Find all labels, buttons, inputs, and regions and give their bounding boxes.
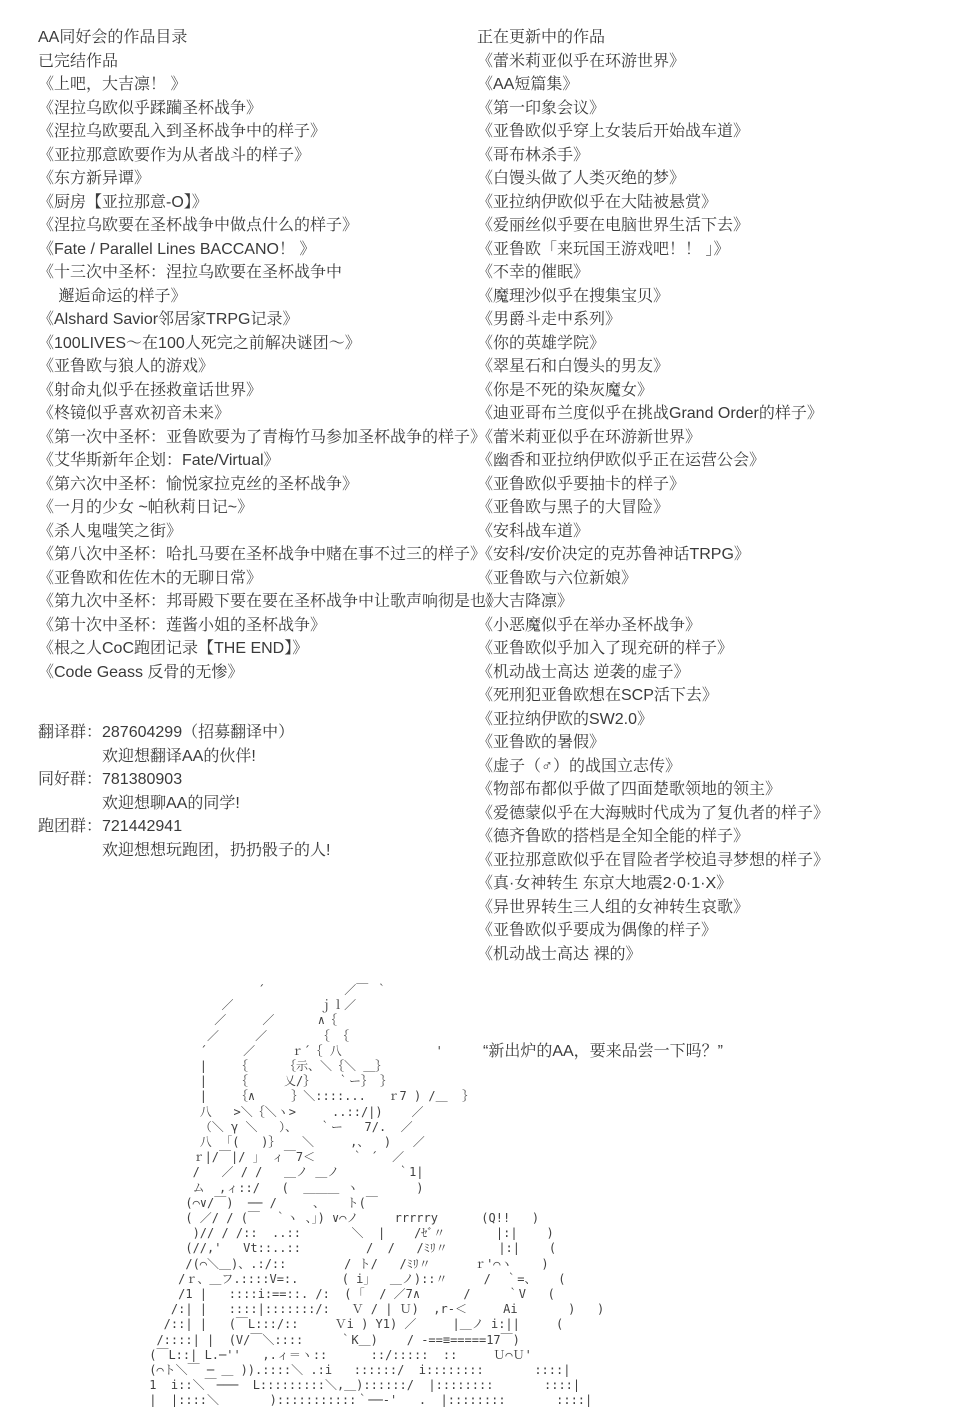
work-title: 《亚鲁欧与狼人的游戏》: [38, 358, 215, 375]
ascii-art-line: )// / /:: ..:: ＼ | /ｾﾞ〃 |:| ): [142, 1226, 554, 1241]
work-title: 《死刑犯亚鲁欧想在SCP活下去》: [477, 687, 718, 704]
work-title: 《亚拉那意欧似乎在冒险者学校追寻梦想的样子》: [477, 851, 830, 869]
group-info-line: 欢迎想聊AA的同学!: [38, 794, 240, 812]
work-title: 《涅拉乌欧似乎蹂躏圣杯战争》: [38, 99, 263, 117]
completed-works-list: [38, 73, 502, 684]
work-title: 《翠星石和白馒头的男友》: [477, 358, 670, 375]
work-title: 《不幸的催眠》: [477, 264, 590, 281]
ascii-art-line: 八 >＼｛＼ヽ> ..::/|) ／: [142, 1104, 424, 1119]
group-info-line: 欢迎想想玩跑团，扔扔骰子的人!: [38, 841, 331, 859]
ascii-art-line: （＼ γ ＼ ）、 ｀ー 7/. ／: [142, 1119, 413, 1134]
ascii-art-line: (￣L::| L.─'' ,.ィ＝ヽ:: ::/::::: :: Ｕ⌒Ｕ': [142, 1347, 532, 1362]
updating-works-heading: 正在更新中的作品: [477, 29, 606, 46]
work-title: 《亚拉那意欧要作为从者战斗的样子》: [38, 146, 311, 164]
work-title: 《第六次中圣杯：愉悦家拉克丝的圣杯战争》: [38, 475, 359, 493]
ascii-art-line: | ｛∧ ｝＼::::... ｒ7 ) /＿ ｝: [142, 1089, 475, 1104]
work-title: 《哥布林杀手》: [477, 146, 590, 164]
work-title: 《迪亚哥布兰度似乎在挑战Grand Order的样子》: [477, 405, 823, 422]
group-info-line: 欢迎想翻译AA的伙伴!: [38, 747, 256, 765]
catalog-title: AA同好会的作品目录: [38, 29, 188, 46]
work-title: 《蕾米莉亚似乎在环游世界》: [477, 52, 686, 70]
group-info-line: 同好群：781380903: [38, 771, 183, 788]
ascii-art-line: /ｒ、＿フ.::::V=:. ( i」 ＿ノ)::〃 / ｀=、 (: [142, 1271, 566, 1286]
work-title: 《亚拉纳伊欧似乎在大陆被悬赏》: [477, 193, 718, 211]
ascii-art-line: 八 ｢( )｝ ＼ ,、 ) ／: [142, 1135, 425, 1150]
completed-works-heading: 已完结作品: [38, 52, 119, 70]
work-title: 《幽香和亚拉纳伊欧似乎正在运营公会》: [477, 452, 766, 469]
work-title: 《第九次中圣杯：邦哥殿下要在要在圣杯战争中让歌声响彻是也》: [38, 593, 503, 610]
group-info-line: 跑团群：721442941: [38, 818, 183, 835]
work-title: 《安科战车道》: [477, 522, 590, 540]
ascii-art-line: / ／ / / ＿ノ ＿ノ ｀1|: [142, 1165, 424, 1180]
work-title: 《第一印象会议》: [477, 99, 606, 117]
work-title: 邂逅命运的样子》: [38, 287, 187, 305]
ascii-art-line: /:| | ::::|:::::::/: Ｖ / | Ｕ) ,r‐＜ Ai ) ): [142, 1302, 605, 1317]
work-title: 《一月的少女 ~帕秋莉日记~》: [38, 499, 254, 516]
work-title: 《魔理沙似乎在搜集宝贝》: [477, 287, 670, 305]
ascii-art-line: ／ ｊｌ／: [142, 998, 357, 1013]
work-title: 《柊镜似乎喜欢初音未来》: [38, 405, 231, 422]
work-title: 《Code Geass 反骨的无惨》: [38, 663, 244, 681]
work-title: 《亚鲁欧和佐佐木的无聊日常》: [38, 569, 263, 587]
work-title: 《小恶魔似乎在举办圣杯战争》: [477, 616, 702, 634]
ascii-art-line: 1 i::＼￣─── L:::::::::＼,＿)::::::/ |:::::::: ::::|: [142, 1378, 581, 1393]
group-info-line: 翻译群：287604299（招募翻译中）: [38, 724, 295, 741]
ascii-art-figure: [142, 983, 604, 1409]
updating-works-list: [477, 50, 829, 967]
qq-group-info: [38, 721, 330, 862]
work-title: 《亚鲁欧的暑假》: [477, 734, 606, 751]
ascii-art-line: /::| | (￣L:::/:: Ｖi ) Y1) ／ |＿ノ i:|| (: [142, 1317, 564, 1332]
updating-works-column: [477, 26, 829, 966]
ascii-art-line: /(⌒＼＿)、.:/:: / ト/ /ﾐﾘ〃 ｒ'⌒ヽ ): [142, 1256, 549, 1271]
work-title: 《杀人鬼嗤笑之街》: [38, 522, 183, 540]
work-title: 《亚鲁欧似乎加入了现充研的样子》: [477, 640, 734, 657]
work-title: 《亚鲁欧似乎要抽卡的样子》: [477, 475, 686, 493]
ascii-art-line: (⌒ト＼￣ ─ ＿ )).::::＼ .:i ::::::/ i:::::::: ::::|: [142, 1363, 571, 1378]
ascii-art-line: | ｛ ｛示、＼｛＼ ＿｝: [142, 1059, 388, 1074]
ascii-art-line: ( ／/ / (￣ ｀ヽ 、」) ∨⌒ノ rrrrry (Q!! ): [142, 1211, 540, 1226]
character-quote: “新出炉的AA，要来品尝一下吗？”: [483, 1043, 724, 1060]
work-title: 《亚鲁欧似乎穿上女装后开始战车道》: [477, 123, 750, 140]
work-title: 《虚子（♂）的战国立志传》: [477, 757, 682, 775]
work-title: 《亚拉纳伊欧的SW2.0》: [477, 710, 654, 728]
work-title: 《AA短篇集》: [477, 76, 579, 93]
work-title: 《东方新异谭》: [38, 170, 151, 187]
work-title: 《亚鲁欧与六位新娘》: [477, 569, 638, 587]
work-title: 《物部布都似乎做了四面楚歌领地的领主》: [477, 781, 782, 798]
work-title: 《十三次中圣杯：涅拉乌欧要在圣杯战争中: [38, 264, 343, 281]
work-title: 《你是不死的染灰魔女》: [477, 381, 654, 399]
work-title: 《第八次中圣杯：哈扎马要在圣杯战争中赌在事不过三的样子》: [38, 546, 487, 563]
ascii-art-line: ｒ|/￣|/ 」 ィ￣7＜ ｀ ´ ／: [142, 1150, 405, 1165]
ascii-art-line: ´ ／￣ ｀: [142, 983, 388, 997]
work-title: 《涅拉乌欧要乱入到圣杯战争中的样子》: [38, 123, 327, 140]
work-title: 《亚鲁欧似乎要成为偶像的样子》: [477, 922, 718, 939]
work-title: 《机动战士高达 裸的》: [477, 945, 642, 963]
work-title: 《第一次中圣杯：亚鲁欧要为了青梅竹马参加圣杯战争的样子》: [38, 428, 487, 446]
work-title: 《亚鲁欧「来玩国王游戏吧！！ 」》: [477, 240, 730, 258]
work-title: 《德齐鲁欧的搭档是全知全能的样子》: [477, 828, 750, 845]
work-title: 《蕾米莉亚似乎在环游新世界》: [477, 428, 702, 446]
work-title: 《Alshard Savior邻居家TRPG记录》: [38, 311, 299, 328]
work-title: 《大吉降凛》: [477, 593, 574, 610]
work-title: 《厨房【亚拉那意-O】》: [38, 193, 208, 211]
ascii-art-line: ／ ／ ∧｛: [142, 1013, 337, 1028]
ascii-art-line: | |::::＼ ):::::::::::｀──‐' . |:::::::: ::::|: [142, 1393, 593, 1408]
work-title: 《上吧，大吉凛！ 》: [38, 76, 187, 93]
work-title: 《Fate / Parallel Lines BACCANO！ 》: [38, 240, 316, 258]
work-title: 《爱丽丝似乎要在电脑世界生活下去》: [477, 217, 750, 234]
work-title: 《亚鲁欧与黑子的大冒险》: [477, 499, 670, 516]
ascii-art-line: ´ ／ ｒ´｛ 八 ': [142, 1043, 443, 1058]
work-title: 《机动战士高达 逆袭的虚子》: [477, 663, 690, 681]
work-title: 《真·女神转生 东京大地震2·0·1·X》: [477, 875, 733, 892]
work-title: 《第十次中圣杯：莲酱小姐的圣杯战争》: [38, 616, 327, 634]
work-title: 《100LIVES～在100人死完之前解决谜团～》: [38, 334, 361, 352]
work-title: 《射命丸似乎在拯救童话世界》: [38, 381, 263, 399]
ascii-art-line: /1 | ::::i:==::. /: ( ｢ / ／7∧ / ｀V (: [142, 1287, 555, 1302]
work-title: 《你的英雄学院》: [477, 334, 606, 352]
work-title: 《爱德蒙似乎在大海贼时代成为了复仇者的样子》: [477, 804, 830, 822]
ascii-art-line: ／ ／ ｛ ｛: [142, 1028, 349, 1043]
ascii-art-line: (//,' Vt::..:: / / /ﾐﾘ〃 |:| (: [142, 1241, 557, 1256]
work-title: 《安科/安价决定的克苏鲁神话TRPG》: [477, 546, 750, 563]
work-title: 《根之人CoC跑团记录【THE END】》: [38, 640, 309, 657]
ascii-art-line: /::::| | (V/￣＼:::: ｀K＿) / ‐==≡=====17￣): [142, 1332, 520, 1347]
work-title: 《异世界转生三人组的女神转生哀歌》: [477, 898, 750, 916]
work-title: 《涅拉乌欧要在圣杯战争中做点什么的样子》: [38, 217, 359, 234]
ascii-art-line: (⌒∨/￣) ── / 、 ト(￣: [142, 1195, 378, 1210]
work-title: 《白馒头做了人类灭绝的梦》: [477, 170, 686, 187]
work-title: 《艾华斯新年企划：Fate/Virtual》: [38, 452, 280, 469]
work-title: 《男爵斗走中系列》: [477, 311, 622, 328]
ascii-art-line: ム ,ィ::/ ( ＿＿＿ ヽ ): [142, 1180, 424, 1195]
completed-works-column: [38, 26, 502, 684]
ascii-art-line: | ｛ 乂/｝ ｀ー｝ ｝: [142, 1074, 393, 1089]
